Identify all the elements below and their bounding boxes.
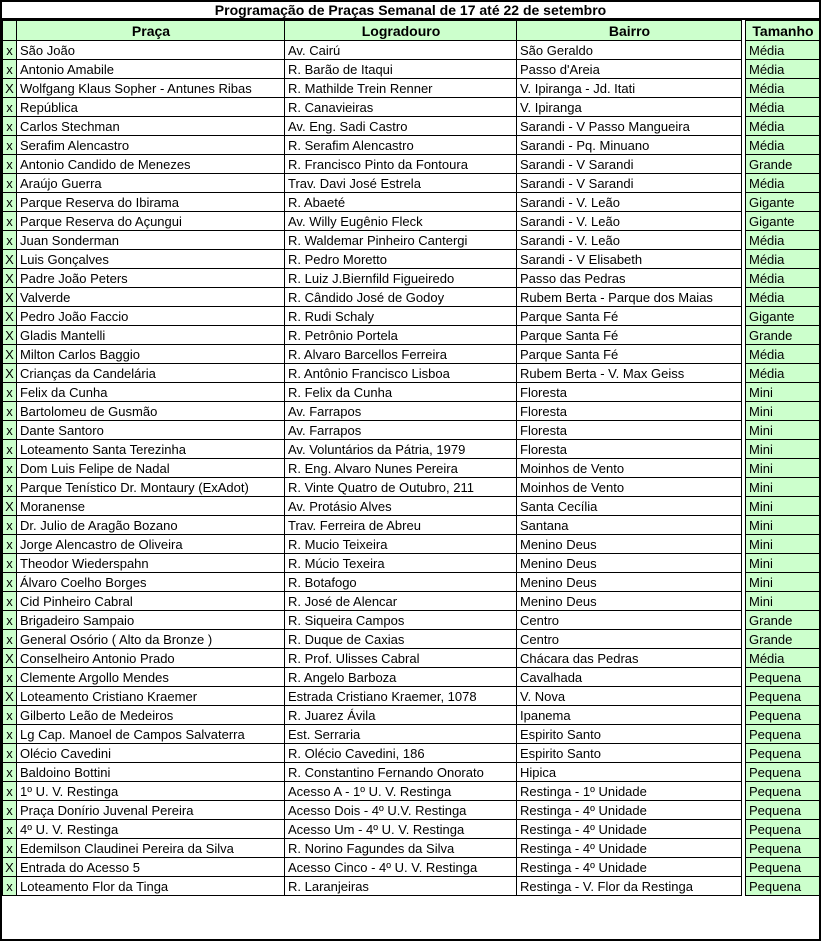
marker-cell: X [3, 326, 17, 345]
bairro-cell: Moinhos de Vento [517, 459, 742, 478]
tamanho-cell: Mini [746, 402, 820, 421]
logradouro-cell: R. Múcio Texeira [285, 554, 517, 573]
tamanho-cell: Pequena [746, 782, 820, 801]
marker-cell: X [3, 649, 17, 668]
tamanho-cell: Pequena [746, 763, 820, 782]
praca-cell: Loteamento Cristiano Kraemer [17, 687, 285, 706]
marker-cell: x [3, 839, 17, 858]
tamanho-cell: Gigante [746, 212, 820, 231]
tamanho-cell: Grande [746, 630, 820, 649]
praca-cell: Edemilson Claudinei Pereira da Silva [17, 839, 285, 858]
table-row [3, 516, 820, 535]
praca-cell: Padre João Peters [17, 269, 285, 288]
column-header-tamanho: Tamanho [746, 21, 820, 41]
praca-cell: Luis Gonçalves [17, 250, 285, 269]
logradouro-cell: Acesso Cinco - 4º U. V. Restinga [285, 858, 517, 877]
praca-cell: Cid Pinheiro Cabral [17, 592, 285, 611]
bairro-cell: Restinga - 4º Unidade [517, 820, 742, 839]
tamanho-cell: Mini [746, 421, 820, 440]
logradouro-cell: Trav. Ferreira de Abreu [285, 516, 517, 535]
table-row [3, 668, 820, 687]
tamanho-cell: Mini [746, 573, 820, 592]
bairro-cell: Menino Deus [517, 592, 742, 611]
table-row [3, 725, 820, 744]
praca-cell: Conselheiro Antonio Prado [17, 649, 285, 668]
marker-cell: x [3, 60, 17, 79]
bairro-cell: São Geraldo [517, 41, 742, 60]
table-row [3, 155, 820, 174]
marker-cell: x [3, 440, 17, 459]
marker-cell: x [3, 763, 17, 782]
tamanho-cell: Gigante [746, 193, 820, 212]
table-row [3, 250, 820, 269]
bairro-cell: Sarandi - V Sarandi [517, 155, 742, 174]
marker-cell: x [3, 41, 17, 60]
logradouro-cell: R. Felix da Cunha [285, 383, 517, 402]
tamanho-cell: Mini [746, 478, 820, 497]
bairro-cell: V. Ipiranga - Jd. Itati [517, 79, 742, 98]
logradouro-cell: Av. Eng. Sadi Castro [285, 117, 517, 136]
table-row [3, 117, 820, 136]
bairro-cell: Restinga - 4º Unidade [517, 858, 742, 877]
table-row [3, 592, 820, 611]
table-row [3, 820, 820, 839]
praca-cell: Antonio Amabile [17, 60, 285, 79]
marker-cell: x [3, 611, 17, 630]
praca-cell: Baldoino Bottini [17, 763, 285, 782]
tamanho-cell: Mini [746, 440, 820, 459]
tamanho-cell: Pequena [746, 668, 820, 687]
marker-cell: X [3, 858, 17, 877]
column-header-praca: Praça [17, 21, 285, 41]
bairro-cell: Cavalhada [517, 668, 742, 687]
bairro-cell: Sarandi - V Elisabeth [517, 250, 742, 269]
praca-cell: Juan Sonderman [17, 231, 285, 250]
bairro-cell: Rubem Berta - Parque dos Maias [517, 288, 742, 307]
logradouro-cell: R. Rudi Schaly [285, 307, 517, 326]
praca-cell: Lg Cap. Manoel de Campos Salvaterra [17, 725, 285, 744]
logradouro-cell: R. Canavieiras [285, 98, 517, 117]
marker-cell: x [3, 212, 17, 231]
logradouro-cell: R. Abaeté [285, 193, 517, 212]
table-row [3, 79, 820, 98]
praca-cell: Clemente Argollo Mendes [17, 668, 285, 687]
marker-cell: x [3, 554, 17, 573]
logradouro-cell: R. Prof. Ulisses Cabral [285, 649, 517, 668]
praca-cell: Brigadeiro Sampaio [17, 611, 285, 630]
praca-cell: Valverde [17, 288, 285, 307]
bairro-cell: V. Nova [517, 687, 742, 706]
marker-cell: x [3, 592, 17, 611]
tamanho-cell: Pequena [746, 877, 820, 896]
praca-cell: 1º U. V. Restinga [17, 782, 285, 801]
table-row [3, 459, 820, 478]
logradouro-cell: Acesso Um - 4º U. V. Restinga [285, 820, 517, 839]
table-row [3, 288, 820, 307]
tamanho-cell: Média [746, 41, 820, 60]
logradouro-cell: Av. Willy Eugênio Fleck [285, 212, 517, 231]
table-row [3, 535, 820, 554]
table-row [3, 801, 820, 820]
logradouro-cell: R. Laranjeiras [285, 877, 517, 896]
table-row [3, 60, 820, 79]
praca-cell: Loteamento Flor da Tinga [17, 877, 285, 896]
marker-cell: x [3, 117, 17, 136]
tamanho-cell: Mini [746, 592, 820, 611]
table-row [3, 364, 820, 383]
table-row [3, 611, 820, 630]
table-row [3, 877, 820, 896]
page-title: Programação de Praças Semanal de 17 até 22 de setembro [2, 2, 819, 20]
header-row [3, 21, 820, 41]
praca-cell: Gilberto Leão de Medeiros [17, 706, 285, 725]
bairro-cell: Chácara das Pedras [517, 649, 742, 668]
bairro-cell: Hipica [517, 763, 742, 782]
logradouro-cell: R. Eng. Alvaro Nunes Pereira [285, 459, 517, 478]
logradouro-cell: R. Petrônio Portela [285, 326, 517, 345]
bairro-cell: Centro [517, 611, 742, 630]
praca-cell: Gladis Mantelli [17, 326, 285, 345]
praca-cell: Praça Donírio Juvenal Pereira [17, 801, 285, 820]
logradouro-cell: R. Olécio Cavedini, 186 [285, 744, 517, 763]
marker-cell: x [3, 193, 17, 212]
praca-cell: Parque Reserva do Ibirama [17, 193, 285, 212]
marker-cell: x [3, 402, 17, 421]
table-row [3, 706, 820, 725]
table-row [3, 98, 820, 117]
marker-cell: x [3, 459, 17, 478]
bairro-cell: Moinhos de Vento [517, 478, 742, 497]
bairro-cell: V. Ipiranga [517, 98, 742, 117]
marker-column-header [3, 21, 17, 41]
marker-cell: x [3, 478, 17, 497]
logradouro-cell: Av. Voluntários da Pátria, 1979 [285, 440, 517, 459]
bairro-cell: Floresta [517, 383, 742, 402]
praca-cell: República [17, 98, 285, 117]
tamanho-cell: Média [746, 117, 820, 136]
marker-cell: x [3, 782, 17, 801]
bairro-cell: Floresta [517, 421, 742, 440]
bairro-cell: Menino Deus [517, 573, 742, 592]
logradouro-cell: R. Francisco Pinto da Fontoura [285, 155, 517, 174]
bairro-cell: Sarandi - V. Leão [517, 231, 742, 250]
tamanho-cell: Média [746, 60, 820, 79]
praca-cell: Parque Reserva do Açungui [17, 212, 285, 231]
marker-cell: x [3, 98, 17, 117]
logradouro-cell: R. Siqueira Campos [285, 611, 517, 630]
bairro-cell: Rubem Berta - V. Max Geiss [517, 364, 742, 383]
tamanho-cell: Mini [746, 497, 820, 516]
logradouro-cell: R. Pedro Moretto [285, 250, 517, 269]
bairro-cell: Centro [517, 630, 742, 649]
tamanho-cell: Pequena [746, 858, 820, 877]
tamanho-cell: Pequena [746, 744, 820, 763]
logradouro-cell: Est. Serraria [285, 725, 517, 744]
tamanho-cell: Mini [746, 516, 820, 535]
tamanho-cell: Pequena [746, 839, 820, 858]
tamanho-cell: Média [746, 288, 820, 307]
table-row [3, 326, 820, 345]
marker-cell: x [3, 668, 17, 687]
bairro-cell: Espirito Santo [517, 744, 742, 763]
tamanho-cell: Pequena [746, 820, 820, 839]
bairro-cell: Sarandi - V. Leão [517, 212, 742, 231]
praca-cell: Loteamento Santa Terezinha [17, 440, 285, 459]
tamanho-cell: Média [746, 345, 820, 364]
marker-cell: x [3, 820, 17, 839]
bairro-cell: Parque Santa Fé [517, 326, 742, 345]
bairro-cell: Ipanema [517, 706, 742, 725]
logradouro-cell: R. Norino Fagundes da Silva [285, 839, 517, 858]
tamanho-cell: Média [746, 250, 820, 269]
column-header-bairro: Bairro [517, 21, 742, 41]
logradouro-cell: R. José de Alencar [285, 592, 517, 611]
table-body [3, 41, 820, 896]
praca-cell: Carlos Stechman [17, 117, 285, 136]
bairro-cell: Restinga - 4º Unidade [517, 839, 742, 858]
table-row [3, 687, 820, 706]
praca-cell: Moranense [17, 497, 285, 516]
logradouro-cell: R. Constantino Fernando Onorato [285, 763, 517, 782]
table-row [3, 744, 820, 763]
marker-cell: X [3, 364, 17, 383]
praca-cell: Olécio Cavedini [17, 744, 285, 763]
praca-cell: Dante Santoro [17, 421, 285, 440]
table-row [3, 402, 820, 421]
bairro-cell: Restinga - V. Flor da Restinga [517, 877, 742, 896]
marker-cell: X [3, 345, 17, 364]
logradouro-cell: Av. Protásio Alves [285, 497, 517, 516]
logradouro-cell: Av. Cairú [285, 41, 517, 60]
bairro-cell: Restinga - 4º Unidade [517, 801, 742, 820]
table-row [3, 478, 820, 497]
praca-cell: Bartolomeu de Gusmão [17, 402, 285, 421]
marker-cell: x [3, 706, 17, 725]
marker-cell: x [3, 630, 17, 649]
praca-cell: Álvaro Coelho Borges [17, 573, 285, 592]
praca-cell: Dom Luis Felipe de Nadal [17, 459, 285, 478]
logradouro-cell: Av. Farrapos [285, 402, 517, 421]
praca-cell: Antonio Candido de Menezes [17, 155, 285, 174]
table-row [3, 212, 820, 231]
table-row [3, 174, 820, 193]
bairro-cell: Menino Deus [517, 535, 742, 554]
marker-cell: X [3, 250, 17, 269]
tamanho-cell: Grande [746, 155, 820, 174]
logradouro-cell: R. Alvaro Barcellos Ferreira [285, 345, 517, 364]
marker-cell: x [3, 136, 17, 155]
marker-cell: x [3, 421, 17, 440]
tamanho-cell: Média [746, 649, 820, 668]
praca-cell: Crianças da Candelária [17, 364, 285, 383]
bairro-cell: Santa Cecília [517, 497, 742, 516]
praca-cell: Dr. Julio de Aragão Bozano [17, 516, 285, 535]
table-row [3, 630, 820, 649]
marker-cell: X [3, 497, 17, 516]
table-row [3, 497, 820, 516]
logradouro-cell: R. Luiz J.Biernfild Figueiredo [285, 269, 517, 288]
tamanho-cell: Média [746, 174, 820, 193]
table-row [3, 383, 820, 402]
table-row [3, 440, 820, 459]
logradouro-cell: R. Juarez Ávila [285, 706, 517, 725]
tamanho-cell: Mini [746, 383, 820, 402]
logradouro-cell: Acesso A - 1º U. V. Restinga [285, 782, 517, 801]
marker-cell: X [3, 288, 17, 307]
marker-cell: X [3, 269, 17, 288]
bairro-cell: Espirito Santo [517, 725, 742, 744]
marker-cell: x [3, 155, 17, 174]
marker-cell: x [3, 801, 17, 820]
marker-cell: x [3, 725, 17, 744]
bairro-cell: Floresta [517, 402, 742, 421]
logradouro-cell: Trav. Davi José Estrela [285, 174, 517, 193]
praca-cell: Parque Tenístico Dr. Montaury (ExAdot) [17, 478, 285, 497]
bairro-cell: Parque Santa Fé [517, 307, 742, 326]
marker-cell: x [3, 573, 17, 592]
tamanho-cell: Média [746, 231, 820, 250]
table-row [3, 649, 820, 668]
praca-cell: Jorge Alencastro de Oliveira [17, 535, 285, 554]
logradouro-cell: R. Mucio Teixeira [285, 535, 517, 554]
tamanho-cell: Mini [746, 535, 820, 554]
tamanho-cell: Média [746, 364, 820, 383]
tamanho-cell: Pequena [746, 706, 820, 725]
praca-cell: Wolfgang Klaus Sopher - Antunes Ribas [17, 79, 285, 98]
praca-cell: São João [17, 41, 285, 60]
tamanho-cell: Média [746, 136, 820, 155]
bairro-cell: Sarandi - Pq. Minuano [517, 136, 742, 155]
marker-cell: x [3, 744, 17, 763]
table-row [3, 231, 820, 250]
tamanho-cell: Mini [746, 554, 820, 573]
praca-cell: Milton Carlos Baggio [17, 345, 285, 364]
praca-cell: Araújo Guerra [17, 174, 285, 193]
praca-cell: 4º U. V. Restinga [17, 820, 285, 839]
table-row [3, 858, 820, 877]
table-row [3, 136, 820, 155]
table-row [3, 307, 820, 326]
marker-cell: x [3, 516, 17, 535]
bairro-cell: Sarandi - V Sarandi [517, 174, 742, 193]
marker-cell: X [3, 307, 17, 326]
logradouro-cell: R. Angelo Barboza [285, 668, 517, 687]
logradouro-cell: R. Waldemar Pinheiro Cantergi [285, 231, 517, 250]
bairro-cell: Restinga - 1º Unidade [517, 782, 742, 801]
table-row [3, 554, 820, 573]
tamanho-cell: Grande [746, 326, 820, 345]
bairro-cell: Parque Santa Fé [517, 345, 742, 364]
table-row [3, 782, 820, 801]
marker-cell: X [3, 79, 17, 98]
tamanho-cell: Média [746, 79, 820, 98]
table-row [3, 269, 820, 288]
tamanho-cell: Gigante [746, 307, 820, 326]
praca-cell: Theodor Wiederspahn [17, 554, 285, 573]
marker-cell: x [3, 535, 17, 554]
praca-cell: Entrada do Acesso 5 [17, 858, 285, 877]
table-row [3, 573, 820, 592]
bairro-cell: Passo d'Areia [517, 60, 742, 79]
marker-cell: x [3, 231, 17, 250]
logradouro-cell: Acesso Dois - 4º U.V. Restinga [285, 801, 517, 820]
tamanho-cell: Mini [746, 459, 820, 478]
tamanho-cell: Pequena [746, 725, 820, 744]
bairro-cell: Sarandi - V. Leão [517, 193, 742, 212]
bairro-cell: Menino Deus [517, 554, 742, 573]
logradouro-cell: R. Antônio Francisco Lisboa [285, 364, 517, 383]
logradouro-cell: R. Cândido José de Godoy [285, 288, 517, 307]
logradouro-cell: R. Serafim Alencastro [285, 136, 517, 155]
bairro-cell: Floresta [517, 440, 742, 459]
tamanho-cell: Pequena [746, 687, 820, 706]
bairro-cell: Passo das Pedras [517, 269, 742, 288]
table-row [3, 763, 820, 782]
praca-cell: General Osório ( Alto da Bronze ) [17, 630, 285, 649]
logradouro-cell: R. Duque de Caxias [285, 630, 517, 649]
tamanho-cell: Média [746, 98, 820, 117]
logradouro-cell: Av. Farrapos [285, 421, 517, 440]
bairro-cell: Santana [517, 516, 742, 535]
marker-cell: x [3, 877, 17, 896]
logradouro-cell: R. Botafogo [285, 573, 517, 592]
tamanho-cell: Média [746, 269, 820, 288]
table-row [3, 345, 820, 364]
marker-cell: x [3, 383, 17, 402]
praca-cell: Serafim Alencastro [17, 136, 285, 155]
bairro-cell: Sarandi - V Passo Mangueira [517, 117, 742, 136]
table-row [3, 41, 820, 60]
table-row [3, 839, 820, 858]
tamanho-cell: Grande [746, 611, 820, 630]
logradouro-cell: Estrada Cristiano Kraemer, 1078 [285, 687, 517, 706]
marker-cell: x [3, 174, 17, 193]
marker-cell: X [3, 687, 17, 706]
tamanho-cell: Pequena [746, 801, 820, 820]
logradouro-cell: R. Barão de Itaqui [285, 60, 517, 79]
logradouro-cell: R. Mathilde Trein Renner [285, 79, 517, 98]
table-row [3, 193, 820, 212]
praca-cell: Felix da Cunha [17, 383, 285, 402]
pracas-table [2, 20, 820, 896]
table-row [3, 421, 820, 440]
logradouro-cell: R. Vinte Quatro de Outubro, 211 [285, 478, 517, 497]
praca-cell: Pedro João Faccio [17, 307, 285, 326]
column-header-logradouro: Logradouro [285, 21, 517, 41]
